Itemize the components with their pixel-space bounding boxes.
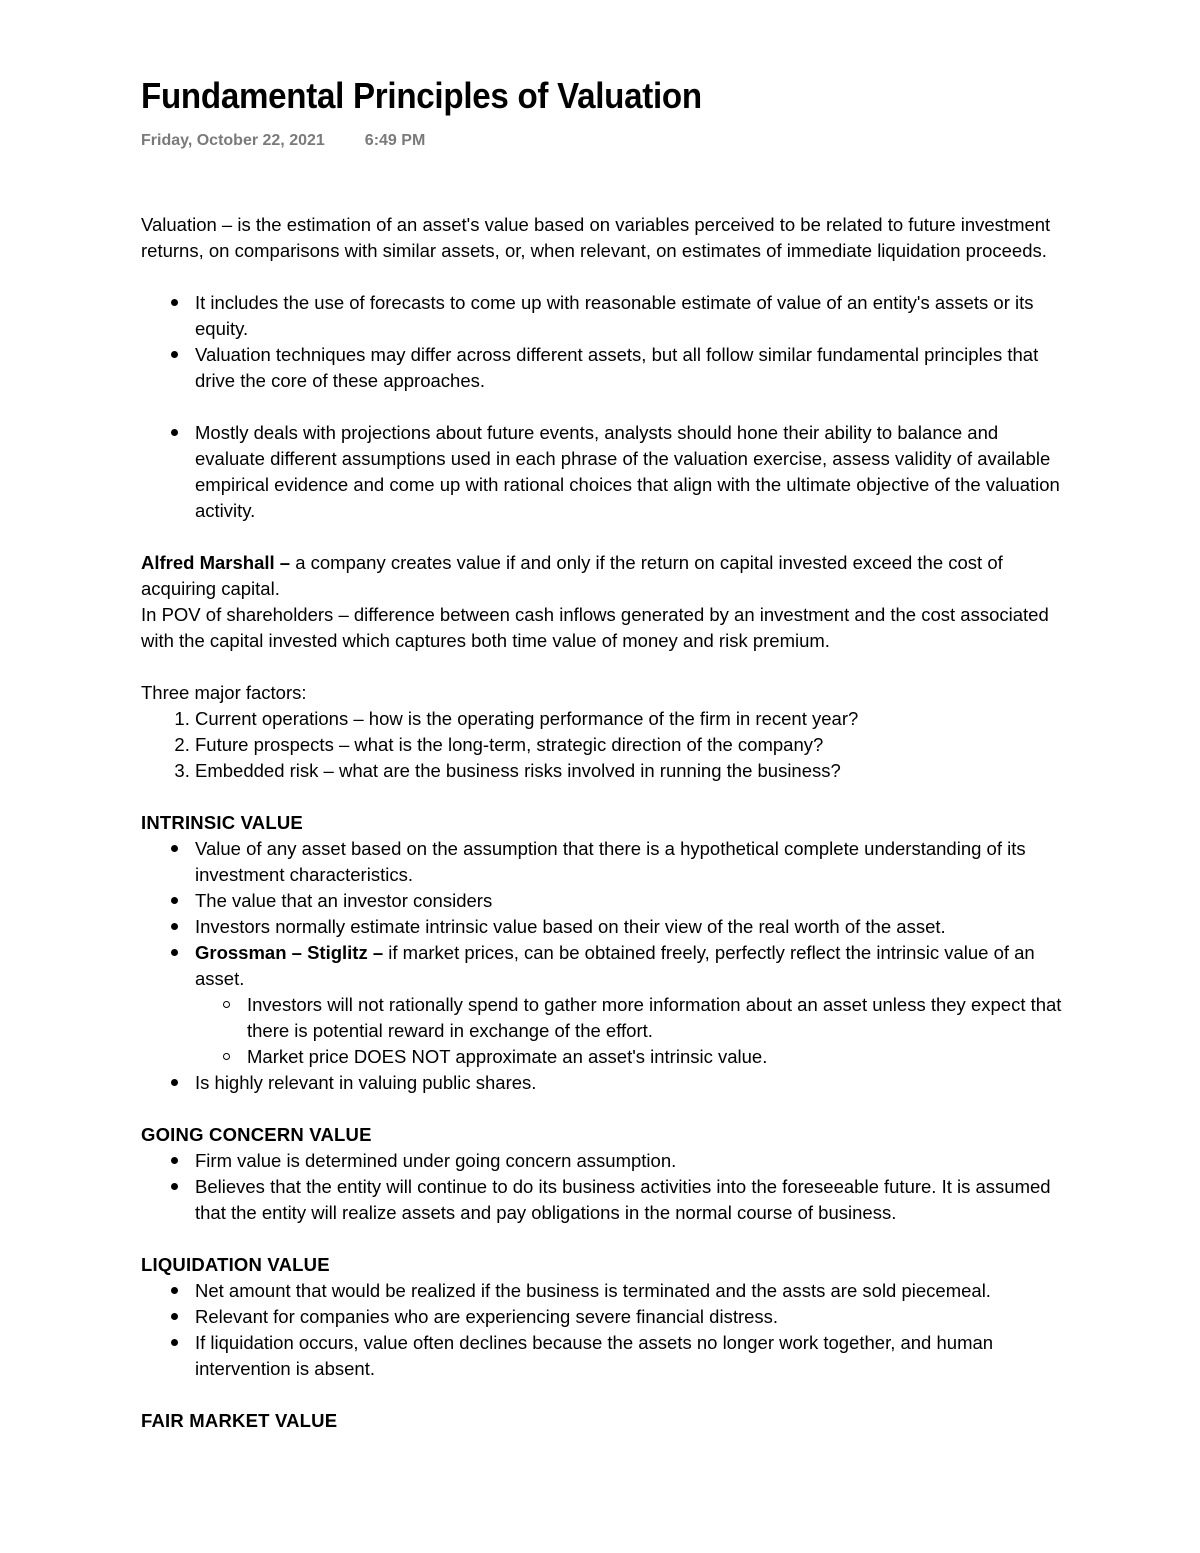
marshall-text: a company creates value if and only if the return on capital invested exceed the cost of acquiring capital.: [141, 552, 1003, 599]
list-item: [195, 940, 1066, 1070]
valuation-definition: Valuation – is the estimation of an asset's value based on variables perceived to be related to future investment returns, on comparisons with similar assets, or, when relevant, on estimates of immediate liquidation proceeds.: [141, 214, 1051, 261]
liquidation-list: [141, 1278, 1066, 1382]
valuation-list-a: [141, 290, 1066, 394]
list-item: 2. Future prospects – what is the long-term, strategic direction of the company?: [195, 732, 1066, 758]
page-date: Friday, October 22, 2021: [141, 132, 325, 149]
sub-list-item: Market price DOES NOT approximate an asset's intrinsic value.: [247, 1044, 1066, 1070]
list-item: Investors normally estimate intrinsic value based on their view of the real worth of the asset.: [195, 914, 1066, 940]
grossman-stiglitz-text: if market prices, can be obtained freely, perfectly reflect the intrinsic value of an asset.: [195, 942, 1035, 989]
page-meta: [141, 128, 1066, 152]
marshall-paragraph: [141, 550, 1066, 602]
list-item: It includes the use of forecasts to come up with reasonable estimate of value of an entity's assets or its equity.: [195, 290, 1066, 342]
list-item: Firm value is determined under going concern assumption.: [195, 1148, 1066, 1174]
valuation-list-b: [141, 420, 1066, 524]
list-item: Mostly deals with projections about future events, analysts should hone their ability to balance and evaluate different assumptions used in each phrase of the valuation exercise, assess validity of available empirical evidence and come up with rational choices that align with the ultimate objective of the valuation activity.: [195, 420, 1066, 524]
list-item: 3. Embedded risk – what are the business risks involved in running the business?: [195, 758, 1066, 784]
sub-list-item: Investors will not rationally spend to gather more information about an asset unless they expect that there is potential reward in exchange of the effort.: [247, 992, 1066, 1044]
list-item: Relevant for companies who are experiencing severe financial distress.: [195, 1304, 1066, 1330]
going-concern-list: [141, 1148, 1066, 1226]
factors-intro: Three major factors:: [141, 682, 307, 703]
list-item: Believes that the entity will continue to do its business activities into the foreseeable future. It is assumed that the entity will realize assets and pay obligations in the normal course of business.: [195, 1174, 1066, 1226]
grossman-stiglitz-sublist: [195, 992, 1066, 1070]
page-title: Fundamental Principles of Valuation: [141, 75, 702, 116]
page-time: 6:49 PM: [364, 132, 426, 149]
intrinsic-list: [141, 836, 1066, 1096]
list-item: Is highly relevant in valuing public shares.: [195, 1070, 1066, 1096]
list-item: Net amount that would be realized if the business is terminated and the assts are sold piecemeal.: [195, 1278, 1066, 1304]
list-item: If liquidation occurs, value often declines because the assets no longer work together, and human intervention is absent.: [195, 1330, 1066, 1382]
fair-market-heading: FAIR MARKET VALUE: [141, 1410, 338, 1431]
pov-paragraph: In POV of shareholders – difference between cash inflows generated by an investment and the cost associated with the capital invested which captures both time value of money and risk premium.: [141, 604, 1049, 651]
intrinsic-heading: INTRINSIC VALUE: [141, 812, 303, 833]
marshall-name: Alfred Marshall –: [141, 552, 291, 573]
going-concern-heading: GOING CONCERN VALUE: [141, 1124, 372, 1145]
grossman-stiglitz-name: Grossman – Stiglitz –: [195, 942, 384, 963]
factors-list: [141, 706, 1066, 784]
list-item: The value that an investor considers: [195, 888, 1066, 914]
list-item: Value of any asset based on the assumption that there is a hypothetical complete understanding of its investment characteristics.: [195, 836, 1066, 888]
list-item: Valuation techniques may differ across different assets, but all follow similar fundamental principles that drive the core of these approaches.: [195, 342, 1066, 394]
page-content: [141, 72, 1066, 1434]
liquidation-heading: LIQUIDATION VALUE: [141, 1254, 330, 1275]
list-item: 1. Current operations – how is the operating performance of the firm in recent year?: [195, 706, 1066, 732]
